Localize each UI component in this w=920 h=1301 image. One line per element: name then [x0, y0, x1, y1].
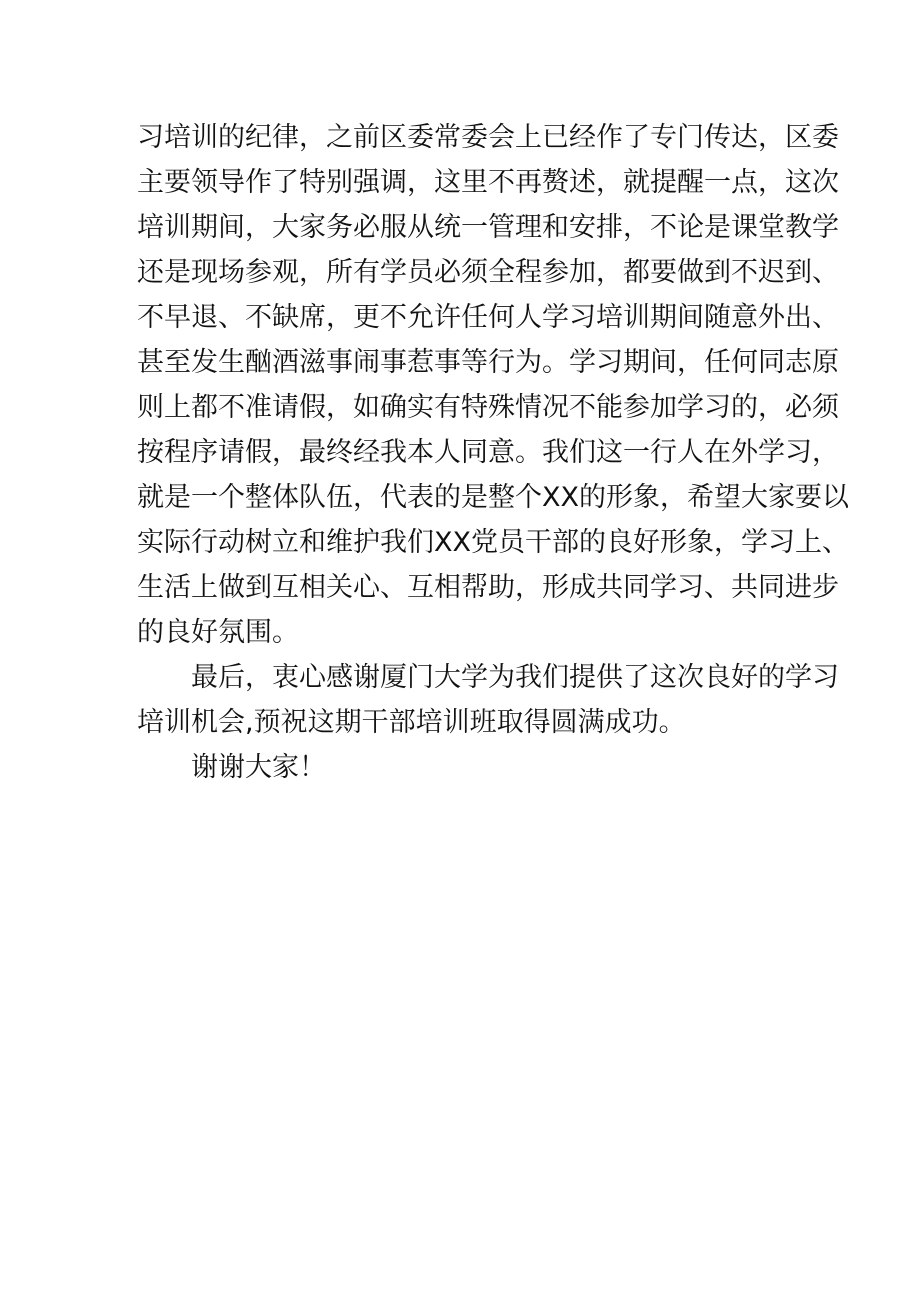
text-line: 习培训的纪律，之前区委常委会上已经作了专门传达，区委	[137, 122, 839, 153]
text-line: 实际行动树立和维护我们XX党员干部的良好形象，学习上、	[137, 527, 849, 558]
closing-line: 谢谢大家！	[191, 752, 326, 783]
text-line: 不早退、不缺席，更不允许任何人学习培训期间随意外出、	[137, 302, 839, 333]
text-line: 培训机会,预祝这期干部培训班取得圆满成功。	[137, 707, 686, 738]
text-line: 就是一个整体队伍，代表的是整个XX的形象，希望大家要以	[137, 482, 849, 513]
text-line: 还是现场参观，所有学员必须全程参加，都要做到不迟到、	[137, 257, 839, 288]
text-line: 按程序请假，最终经我本人同意。我们这一行人在外学习，	[137, 437, 839, 468]
text-line: 的良好氛围。	[137, 617, 299, 648]
text-line: 生活上做到互相关心、互相帮助，形成共同学习、共同进步	[137, 572, 839, 603]
text-line: 最后，衷心感谢厦门大学为我们提供了这次良好的学习	[191, 662, 839, 693]
text-line: 主要领导作了特别强调，这里不再赘述，就提醒一点，这次	[137, 167, 839, 198]
text-line: 培训期间，大家务必服从统一管理和安排，不论是课堂教学	[137, 212, 839, 243]
document-body	[137, 115, 849, 790]
text-line: 则上都不准请假，如确实有特殊情况不能参加学习的，必须	[137, 392, 839, 423]
text-line: 甚至发生酗酒滋事闹事惹事等行为。学习期间，任何同志原	[137, 347, 839, 378]
